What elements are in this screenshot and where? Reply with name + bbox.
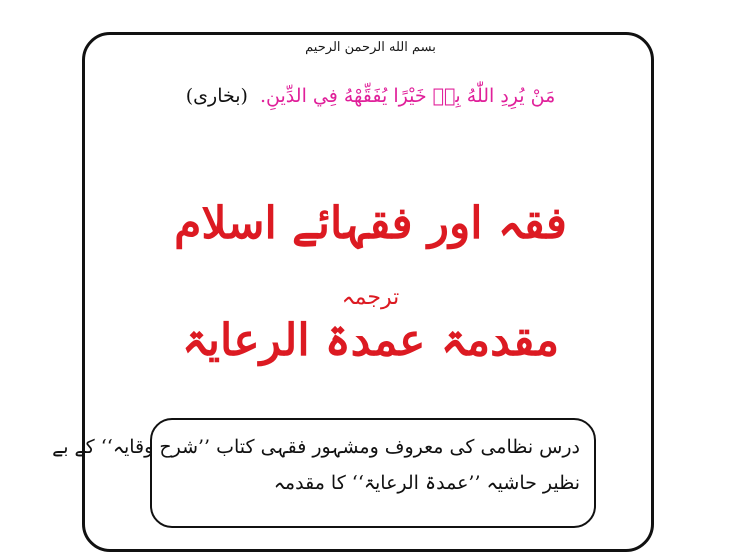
description-line-2: نظیر حاشیہ ’’عمدۃ الرعایۃ‘‘ کا مقدمہ <box>273 472 580 494</box>
description-line-1: درس نظامی کی معروف ومشہور فقہی کتاب ’’شرح وقایہ‘‘ کے بے <box>52 436 580 458</box>
hadith-line <box>0 83 741 109</box>
bismillah-text: بسم الله الرحمن الرحیم <box>305 40 436 55</box>
hadith-source-text: (بخاری) <box>185 85 248 107</box>
hadith-arabic-text: مَنْ يُرِدِ اللّٰهُ بِهٖ خَيْرًا يُفَقِّهْهُ فِي الدِّينِ. <box>260 85 556 107</box>
book-main-title: فقہ اور فقہائے اسلام <box>174 198 567 249</box>
book-subtitle: مقدمۃ عمدۃ الرعایۃ <box>181 315 560 366</box>
translation-label: ترجمہ <box>341 285 400 310</box>
description-box <box>52 418 596 528</box>
